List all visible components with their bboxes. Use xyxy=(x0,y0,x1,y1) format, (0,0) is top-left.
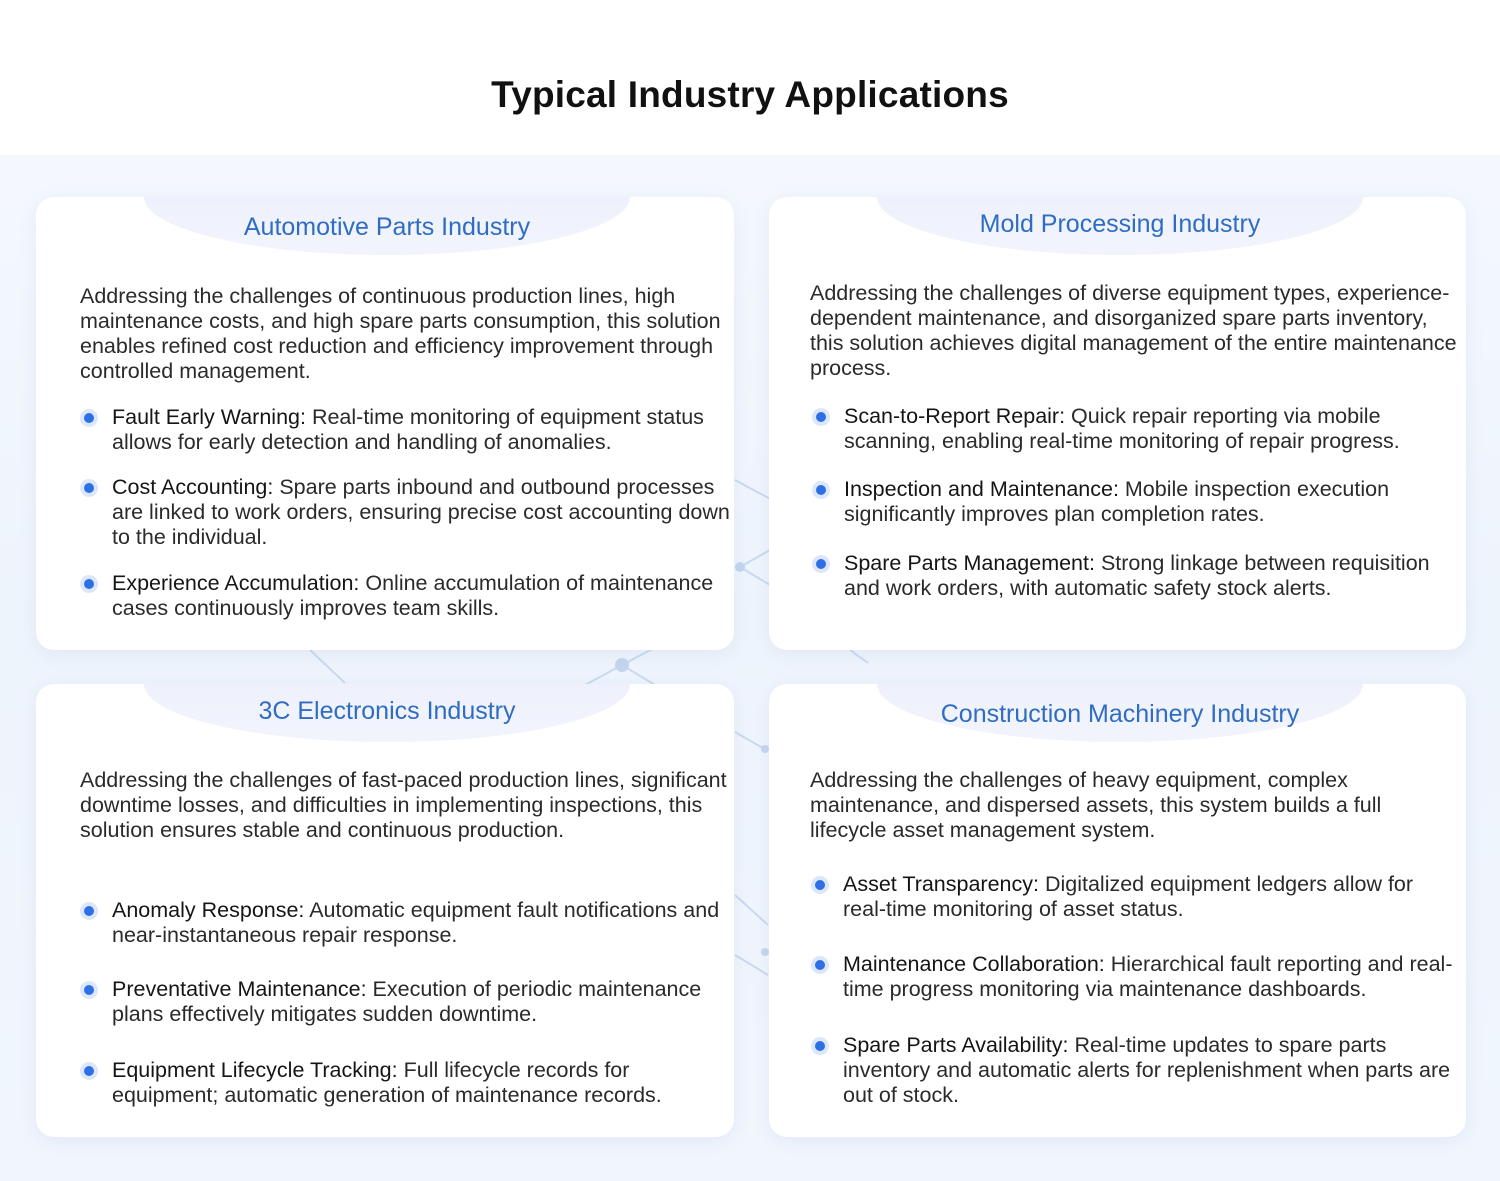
bullet-label: Asset Transparency: xyxy=(843,872,1039,896)
bullet-dot-icon xyxy=(80,575,98,593)
bullet-item xyxy=(811,872,1461,922)
card-automotive-parts xyxy=(36,197,734,650)
bullet-text: Mobile inspection execution significantly improves plan completion rates. xyxy=(844,477,1390,526)
card-title-tab xyxy=(144,197,630,255)
bullet-text: Real-time updates to spare parts inventory and automatic alerts for replenishment when parts are out of stock. xyxy=(843,1033,1451,1107)
card-title: Mold Processing Industry xyxy=(979,210,1261,238)
card-title-tab xyxy=(877,684,1363,742)
bullet-text: Digitalized equipment ledgers allow for real-time monitoring of asset status. xyxy=(843,872,1414,921)
card-intro: Addressing the challenges of heavy equipment, complex maintenance, and dispersed assets, this system builds a full lifecycle asset management system. xyxy=(810,768,1382,842)
bullet-label: Inspection and Maintenance: xyxy=(844,477,1119,501)
bullet-dot-icon xyxy=(811,956,829,974)
bullet-item xyxy=(80,1058,730,1108)
card-mold-processing xyxy=(769,197,1466,650)
bullet-label: Fault Early Warning: xyxy=(112,405,306,429)
bullet-item xyxy=(80,898,730,948)
card-construction-machinery xyxy=(769,684,1466,1137)
bullet-text: Hierarchical fault reporting and real-time progress monitoring via maintenance dashboards. xyxy=(843,952,1453,1001)
bullet-label: Cost Accounting: xyxy=(112,475,274,499)
bullet-text: Spare parts inbound and outbound processes are linked to work orders, ensuring precise cost accounting down to the individual. xyxy=(112,475,730,549)
page-title: Typical Industry Applications xyxy=(491,74,1009,115)
card-intro: Addressing the challenges of continuous production lines, high maintenance costs, and high spare parts consumption, this solution enables refined cost reduction and efficiency improvement through controlled management. xyxy=(80,284,721,383)
bullet-text: Execution of periodic maintenance plans effectively mitigates sudden downtime. xyxy=(112,977,702,1026)
bullet-label: Spare Parts Availability: xyxy=(843,1033,1069,1057)
bullet-dot-icon xyxy=(811,1037,829,1055)
bullet-dot-icon xyxy=(80,1062,98,1080)
bullet-text: Strong linkage between requisition and work orders, with automatic safety stock alerts. xyxy=(844,551,1430,600)
bullet-text: Automatic equipment fault notifications and near-instantaneous repair response. xyxy=(112,898,720,947)
bullet-label: Maintenance Collaboration: xyxy=(843,952,1105,976)
bullet-label: Anomaly Response: xyxy=(112,898,305,922)
bullet-dot-icon xyxy=(80,409,98,427)
bullet-dot-icon xyxy=(80,479,98,497)
card-title: Automotive Parts Industry xyxy=(243,213,531,241)
bullet-item xyxy=(812,551,1462,601)
card-title: 3C Electronics Industry xyxy=(258,697,516,725)
card-title: Construction Machinery Industry xyxy=(940,700,1300,728)
bullet-text: Full lifecycle records for equipment; automatic generation of maintenance records. xyxy=(112,1058,662,1107)
bullet-item xyxy=(80,977,730,1027)
bullet-text: Quick repair reporting via mobile scanning, enabling real-time monitoring of repair progress. xyxy=(844,404,1400,453)
card-3c-electronics xyxy=(36,684,734,1137)
bullet-item xyxy=(812,477,1462,527)
bullet-label: Preventative Maintenance: xyxy=(112,977,367,1001)
card-intro: Addressing the challenges of diverse equipment types, experience-dependent maintenance, and disorganized spare parts inventory, this solution achieves digital management of the entire maintenance process. xyxy=(810,281,1457,380)
bullet-dot-icon xyxy=(812,555,830,573)
bullet-item xyxy=(80,571,730,621)
bullet-text: Online accumulation of maintenance cases continuously improves team skills. xyxy=(112,571,714,620)
bullet-text: Real-time monitoring of equipment status allows for early detection and handling of anomalies. xyxy=(112,405,704,454)
bullet-item xyxy=(80,475,730,550)
bullet-item xyxy=(811,1033,1461,1108)
card-intro: Addressing the challenges of fast-paced production lines, significant downtime losses, and difficulties in implementing inspections, this solution ensures stable and continuous production. xyxy=(80,768,727,842)
bullet-label: Equipment Lifecycle Tracking: xyxy=(112,1058,398,1082)
bullet-label: Spare Parts Management: xyxy=(844,551,1095,575)
bullet-dot-icon xyxy=(80,981,98,999)
bullet-item xyxy=(811,952,1461,1002)
card-title-tab xyxy=(144,684,630,742)
bullet-dot-icon xyxy=(80,902,98,920)
bullet-item xyxy=(80,405,730,455)
bullet-label: Experience Accumulation: xyxy=(112,571,360,595)
bullet-dot-icon xyxy=(812,481,830,499)
bullet-dot-icon xyxy=(811,876,829,894)
bullet-item xyxy=(812,404,1462,454)
bullet-dot-icon xyxy=(812,408,830,426)
bullet-label: Scan-to-Report Repair: xyxy=(844,404,1066,428)
card-title-tab xyxy=(877,197,1363,255)
